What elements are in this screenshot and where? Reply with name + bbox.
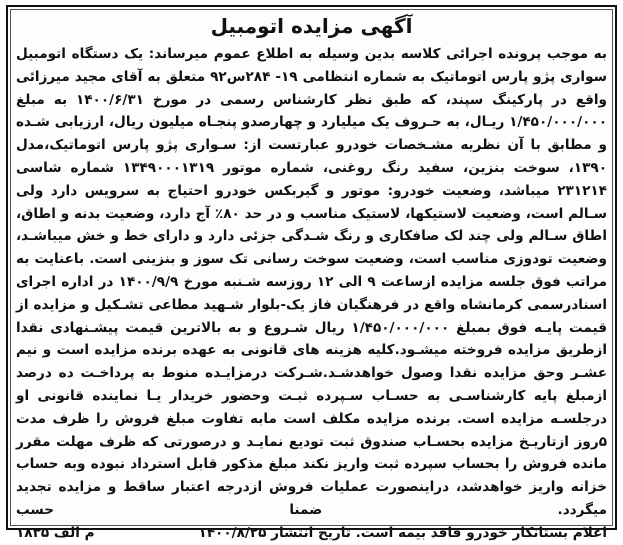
notice-code: م الف ۱۸۳۵: [16, 524, 95, 541]
notice-title: آگهی مزایده اتومبیل: [210, 14, 413, 38]
auction-notice: [6, 5, 617, 541]
notice-footer-line: [16, 522, 607, 545]
notice-body: به موجب پرونده اجرائی کلاسه بدین وسیله به اطلاع عموم میرساند: یک دستگاه اتومبیل سواری پژو پارس اتوماتیک به شماره انتظامی ۱۹- ۲۸۴س۹۲ متعلق به آقای مجید میرزائی واقع در پارکینگ سپند، که طبق نظر کارشناس رسمی در مورخ ۱۴۰۰/۶/۳۱ به مبلغ ۱/۴۵۰/۰۰۰/۰۰۰ ریـال، به حـروف یک میلیارد و چهارصدو پنجـاه میلیون ریال، ارزیابی شـده و مطابق با آن نظریه مشـخصات خودرو عبارتست از: سـواری پژو پارس اتوماتیک،مدل ۱۳۹۰، سوخت بنزین، سفید رنگ روغنی، شماره موتور ۱۳۴۹۰۰۰۱۳۱۹ شماره شاسی ۲۳۱۲۱۴ میباشد، وضعیت خودرو: موتور و گیربکس خودرو احتیاج به سرویس دارد ولی سـالم است، وضعیت لاستیکها، لاستیک مناسب و در حد ۸۰٪ آج دارد، وضعیت بدنه و اطاق، اطاق سـالم ولی چند لک صافکاری و رنگ شـدگی جزئی دارد و دارای خط و خش میباشـد، وضعیت تودوزی مناسب است، وضعیت سوخت رسانی تک سوز و بنزینی است. باعنایت به مراتب فوق جلسه مزایده ازساعت ۹ الی ۱۲ روزسه شـنبه مورخ ۱۴۰۰/۹/۹ در اداره اجرای اسنادرسمی کرمانشاه واقع در فرهنگیان فاز یک-بلوار شـهید مطاعی تشـکیل و مزایده از قیمت پایـه فوق بمبلغ ۱/۴۵۰/۰۰۰/۰۰۰ ریال شـروع و به بالاترین قیمت پیشـنهادی نقدا ازطریق مزایده فروخته میشـود.کلیه هزینه های قانونی به عهده برنده مزایده است و نیم عشـر وحق مزایده نقدا وصول خواهدشـد.شـرکت درمزایـده منوط به پرداخـت ده درصد ازمبلغ پایه کارشناسـی به حسـاب سـپرده ثبـت وحضور خریدار یـا نماینده قانونی او درجلسـه مزایده است. برنده مزایده مکلف است مابه تفاوت مبلغ فروش را ظرف مدت ۵روز ازتاریـخ مزایده بحسـاب صندوق ثبت تودیع نمایـد و درصورتی که ظرف مهلت مقرر مانده فروش را بحساب سپرده ثبت واریز نکند مبلغ مذکور قابل استرداد نبوده وبه حساب خزانه واریز خواهدشد، دراینصورت عملیات فروش ازدرجه اعتبار ساقط و مزایده تجدید میگردد. ضمنا حسب: [16, 46, 607, 518]
publication-date-text: اعلام بستانکار خودرو فاقد بیمه است. تاریخ انتشار ۱۴۰۰/۸/۲۵: [198, 524, 607, 541]
